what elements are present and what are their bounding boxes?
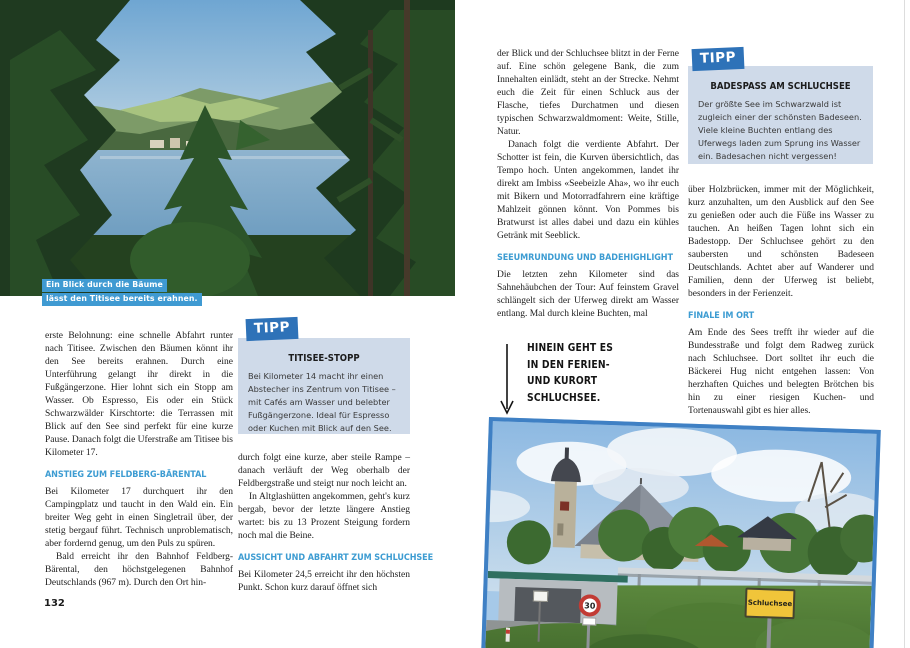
paragraph: der Blick und der Schluchsee blitzt in der Ferne auf. Eine schön gelegene Bank, die zum Innehalten einlädt, steht an der Strecke. Nehmt euch die Zeit für einen Schluck aus der Flasche, tiefes Durchatmen und diesen typischen Schwarzwaldmoment: Weite, Stille, Natur. [497,49,679,137]
pull-quote [499,340,629,417]
speed-limit-sign: 30 [578,594,601,617]
tip-body: Bei Kilometer 14 macht ihr einen Abstecher ins Zentrum von Titisee – mit Cafés am Wasser und belebter Fußgängerzone. Ideal für Espresso oder Kuchen mit Blick auf den See. [248,371,396,433]
tip-body: Der größte See im Schwarzwald ist zugleich einer der schönsten Badeseen. Viele kleine Buchten entlang des Uferwegs laden zum Sprung ins Wasser ein. Badesachen nicht vergessen! [698,99,862,161]
paragraph: In Altglashütten angekommen, geht's kurz bergab, bevor der letzte längere Anstieg wartet: bis zu 13 Prozent Steigung fordern noch mal die Beine. [238,492,410,541]
town-sign-schluchsee: Schluchsee [744,588,795,620]
pull-quote-line: IN DEN FERIEN- [527,357,610,371]
tip-box-badespass [688,66,873,164]
right-column-1 [497,48,679,321]
paragraph: Bald erreicht ihr den Bahnhof Feldberg-Bärental, den höchstgelegenen Bahnhof Deutschlands (967 m). Durch den Ort hin- [45,552,233,588]
paragraph: über Holzbrücken, immer mit der Möglichkeit, kurz anzuhalten, um den Ausblick auf den See zu genießen oder auch die Füße ins Wasser zu tauchen. An heißen Tagen lohnt sich ein Badestopp. Der Schluchsee gehört zu den saubersten und schönsten Badeseen Deutschlands. Achtet aber auf Wanderer und Familien, denn der Uferweg ist beliebt, besonders in der Ferienzeit. [688,185,874,299]
tip-title: TITISEE-STOPP [288,353,360,364]
pull-quote-text [527,340,613,406]
paragraph: Die letzten zehn Kilometer sind das Sahnehäubchen der Tour: Auf feinstem Gravel schlängelt sich der Uferweg direkt am Wasser entlang. Mal durch kleine Buchten, mal [497,270,679,319]
speed-sign-plate [582,617,596,625]
middle-column [238,452,434,595]
page-edge-line [904,0,905,648]
photo-caption-line2: lässt den Titisee bereits erahnen. [42,293,202,306]
left-column [45,330,233,590]
right-column-2 [688,184,874,418]
photo-caption [42,279,202,307]
pull-quote-line: HINEIN GEHT ES [527,341,614,354]
pull-quote-line: SCHLUCHSEE. [527,390,601,404]
pull-quote-line: UND KURORT [527,374,598,387]
sign-post [765,618,771,648]
tip-badge: TIPP [692,47,745,71]
tip-badge: TIPP [246,317,299,341]
paragraph: Am Ende des Sees trefft ihr wieder auf die Bundesstraße und folgt dem Radweg zurück nach Schluchsee. Dort solltet ihr euch die Bäckerei Hug nicht entgehen lassen: Von herzhaften Quiches und belegten Brötchen bis hin zu einer riesigen Kuchen- und Tortenauswahl gibt es hier alles. [688,328,874,416]
schluchsee-photo [481,417,881,648]
down-arrow-icon [499,343,515,417]
paragraph: Danach folgt die verdiente Abfahrt. Der Schotter ist fein, die Kurven übersichtlich, das Tempo hoch. Unten angekommen, landet ihr direkt am Imbiss «Seebeizle Aha», wo ihr euch mit Bikern und Motorradfahrern eine kräftige Mahlzeit gönnen könnt. Von Pommes bis Bratwurst ist alles dabei und dazu ein kühles Getränk mit Seeblick. [497,140,679,241]
page-number: 132 [44,598,65,609]
paragraph: Bei Kilometer 24,5 erreicht ihr den höchsten Punkt. Schon kurz darauf öffnet sich [238,570,410,593]
paragraph: erste Belohnung: eine schnelle Abfahrt runter nach Titisee. Zwischen den Bäumen könnt ihr den See bereits erahnen. Durch eine Unterführung gelangt ihr direkt in die Fußgängerzone. Hier lohnt sich ein Stopp am Wasser. Ob Espresso, Eis oder ein Stück Schwarzwälder Kirschtorte: die Terrassen mit Blick auf den See sind perfekt für eine kurze Pause. Danach folgt die Uferstraße am Titisee bis Kilometer 17. [45,331,233,458]
section-heading-aussicht: AUSSICHT UND ABFAHRT ZUM SCHLUCHSEE [238,553,434,563]
titisee-photo [0,0,455,296]
section-heading-anstieg: ANSTIEG ZUM FELDBERG-BÄRENTAL [45,470,207,480]
small-road-sign [533,591,548,602]
paragraph: durch folgt eine kurze, aber steile Rampe – danach verläuft der Weg oberhalb der Feldbergstraße und steigt nur noch leicht an. [238,453,410,489]
tip-title: BADESPASS AM SCHLUCHSEE [710,81,851,92]
section-heading-seeumrundung: SEEUMRUNDUNG UND BADEHIGHLIGHT [497,253,673,263]
tip-box-titisee [238,338,410,434]
section-heading-finale: FINALE IM ORT [688,311,755,321]
paragraph: Bei Kilometer 17 durchquert ihr den Campingplatz und taucht in den Wald ein. Ein breiter Weg geht in einen Singletrail über, der stetig bergauf führt. Technisch unproblematisch, aber fordernd genug, um den Puls zu spüren. [45,487,233,549]
photo-caption-line1: Ein Blick durch die Bäume [42,279,167,292]
titisee-photo-art [0,0,455,296]
sign-post [585,625,590,648]
schluchsee-photo-art [485,421,877,648]
